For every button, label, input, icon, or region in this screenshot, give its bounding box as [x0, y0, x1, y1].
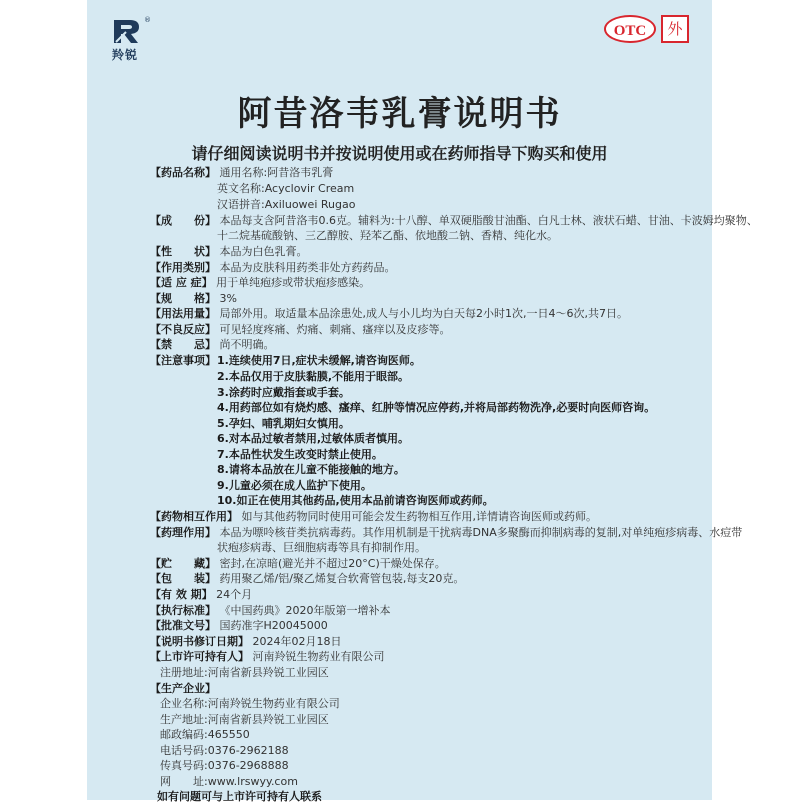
value-fax: 传真号码:0376-2968888 [160, 759, 289, 772]
caution-item: 6.对本品过敏者禁用,过敏体质者慎用。 [217, 432, 410, 445]
label-manufacturer: 【生产企业】 [150, 682, 216, 695]
caution-item: 1.连续使用7日,症状未缓解,请咨询医师。 [217, 354, 421, 367]
value-property: 本品为白色乳膏。 [219, 245, 308, 258]
brand-logo [112, 18, 152, 60]
row-adverse [150, 323, 451, 337]
brand-name: 羚锐 [112, 48, 139, 62]
row-approval [150, 619, 328, 633]
registered-mark: ® [144, 16, 151, 24]
label-spec: 【规 格】 [150, 292, 216, 305]
value-validity: 24个月 [216, 588, 253, 601]
label-interaction: 【药物相互作用】 [150, 510, 238, 523]
label-adverse: 【不良反应】 [150, 323, 216, 336]
value-manufacturer-address: 生产地址:河南省新县羚锐工业园区 [160, 713, 329, 726]
row-pharmacology [150, 526, 742, 540]
label-pharmacology: 【药理作用】 [150, 526, 216, 539]
row-category [150, 261, 396, 275]
caution-item: 5.孕妇、哺乳期妇女慎用。 [217, 417, 350, 430]
row-validity [150, 588, 252, 602]
label-approval: 【批准文号】 [150, 619, 216, 632]
value-pinyin-name: 汉语拼音:Axiluowei Rugao [217, 198, 356, 211]
value-storage: 密封,在凉暗(避光并不超过20°C)干燥处保存。 [219, 557, 446, 570]
caution-item: 7.本品性状发生改变时禁止使用。 [217, 448, 383, 461]
value-pharmacology-1: 本品为嘌呤核苷类抗病毒药。其作用机制是干扰病毒DNA多聚酶而抑制病毒的复制,对单纯疱疹病毒、水痘带 [219, 526, 743, 539]
value-contraindication: 尚不明确。 [219, 338, 275, 351]
value-generic-name: 通用名称:阿昔洛韦乳膏 [219, 166, 334, 179]
label-validity: 【有 效 期】 [150, 588, 213, 601]
value-pharmacology-2: 状疱疹病毒、巨细胞病毒等具有抑制作用。 [217, 541, 426, 554]
row-property [150, 245, 308, 259]
value-usage: 局部外用。取适量本品涂患处,成人与小儿均为白天每2小时1次,一日4～6次,共7日。 [219, 307, 628, 320]
value-phone: 电话号码:0376-2962188 [160, 744, 289, 757]
value-ingredients-1: 本品每支含阿昔洛韦0.6克。辅料为:十八醇、单双硬脂酸甘油酯、白凡士林、液状石蜡、甘油、卡波姆均聚物、 [219, 214, 758, 227]
value-spec: 3% [219, 292, 237, 305]
value-approval: 国药准字H20045000 [219, 619, 328, 632]
label-category: 【作用类别】 [150, 261, 216, 274]
caution-item: 9.儿童必须在成人监护下使用。 [217, 479, 372, 492]
row-spec [150, 292, 237, 306]
value-manufacturer-name: 企业名称:河南羚锐生物药业有限公司 [160, 697, 340, 710]
value-adverse: 可见轻度疼痛、灼痛、刺痛、瘙痒以及皮疹等。 [219, 323, 451, 336]
value-zip-code: 邮政编码:465550 [160, 728, 250, 741]
caution-item: 2.本品仅用于皮肤黏膜,不能用于眼部。 [217, 370, 410, 383]
caution-item: 4.用药部位如有烧灼感、瘙痒、红肿等情况应停药,并将局部药物洗净,必要时向医师咨询。 [217, 401, 656, 414]
label-ingredients: 【成 份】 [150, 214, 216, 227]
value-revision-date: 2024年02月18日 [252, 635, 342, 648]
label-contraindication: 【禁 忌】 [150, 338, 216, 351]
label-cautions: 【注意事项】 [150, 354, 216, 367]
external-use-badge: 外 [661, 15, 689, 43]
label-revision-date: 【说明书修订日期】 [150, 635, 249, 648]
row-standard [150, 604, 391, 618]
value-website: 网 址:www.lrswyy.com [160, 775, 298, 788]
row-package [150, 572, 464, 586]
brand-logo-icon [112, 18, 142, 44]
label-package: 【包 装】 [150, 572, 216, 585]
value-ingredients-2: 十二烷基硫酸钠、三乙醇胺、羟苯乙酯、依地酸二钠、香精、纯化水。 [217, 229, 558, 242]
row-storage [150, 557, 446, 571]
row-ingredients [150, 214, 758, 228]
value-interaction: 如与其他药物同时使用可能会发生药物相互作用,详情请咨询医师或药师。 [241, 510, 597, 523]
value-english-name: 英文名称:Acyclovir Cream [217, 182, 355, 195]
label-storage: 【贮 藏】 [150, 557, 216, 570]
label-holder: 【上市许可持有人】 [150, 650, 249, 663]
caution-item: 8.请将本品放在儿童不能接触的地方。 [217, 463, 405, 476]
row-interaction [150, 510, 597, 524]
value-standard: 《中国药典》2020年版第一增补本 [219, 604, 391, 617]
row-indication [150, 276, 370, 290]
label-standard: 【执行标准】 [150, 604, 216, 617]
label-usage: 【用法用量】 [150, 307, 216, 320]
page-subtitle: 请仔细阅读说明书并按说明使用或在药师指导下购买和使用 [191, 144, 608, 163]
value-indication: 用于单纯疱疹或带状疱疹感染。 [216, 276, 371, 289]
value-category: 本品为皮肤科用药类非处方药药品。 [219, 261, 396, 274]
value-package: 药用聚乙烯/铝/聚乙烯复合软膏管包装,每支20克。 [219, 572, 465, 585]
label-indication: 【适 应 症】 [150, 276, 213, 289]
footer-note: 如有问题可与上市许可持有人联系 [157, 790, 322, 803]
row-drug-name [150, 166, 333, 180]
value-holder: 河南羚锐生物药业有限公司 [252, 650, 385, 663]
row-usage [150, 307, 628, 321]
caution-item: 10.如正在使用其他药品,使用本品前请咨询医师或药师。 [217, 494, 494, 507]
value-holder-address: 注册地址:河南省新县羚锐工业园区 [160, 666, 329, 679]
row-holder [150, 650, 385, 664]
otc-badge: OTC [604, 15, 656, 43]
label-property: 【性 状】 [150, 245, 216, 258]
label-drug-name: 【药品名称】 [150, 166, 216, 179]
row-contraindication [150, 338, 275, 352]
caution-item: 3.涂药时应戴指套或手套。 [217, 386, 350, 399]
page-title: 阿昔洛韦乳膏说明书 [237, 94, 562, 134]
row-revision-date [150, 635, 342, 649]
